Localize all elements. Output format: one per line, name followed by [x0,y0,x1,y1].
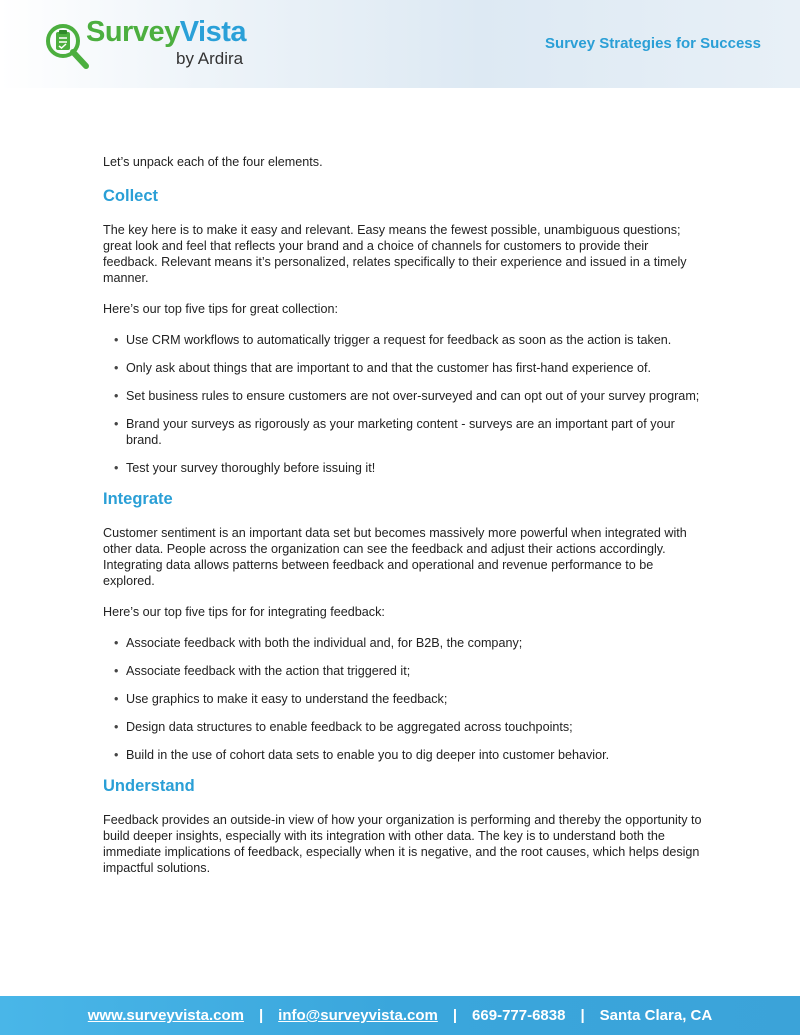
list-item [103,719,703,735]
phone-number: 669-777-6838 [472,1007,566,1024]
brand-by: by Ardira [176,49,244,68]
collect-paragraph: The key here is to make it easy and relevant. Easy means the fewest possible, unambiguous questions; great look and feel that reflects your brand and a choice of channels for customers to provide their feedback. Relevant means it’s personalized, relates specifically to their experience and issued in a timely manner. [103,223,687,285]
brand-name [86,16,246,49]
heading-understand: Understand [103,777,195,795]
list-item [103,747,703,763]
bullet-icon: • [114,389,119,403]
header-title: Survey Strategies for Success [545,35,761,52]
tip-text: Set business rules to ensure customers are not over-surveyed and can opt out of your survey program; [126,389,700,403]
footer-separator: | [580,1007,585,1024]
collect-tips-list [103,332,703,476]
bullet-icon: • [114,461,119,475]
page-footer [0,996,800,1035]
tip-text: Associate feedback with both the individual and, for B2B, the company; [126,636,523,650]
tip-text: Use graphics to make it easy to understand the feedback; [126,692,448,706]
collect-tips-intro: Here’s our top five tips for great collection: [103,302,338,316]
understand-paragraph: Feedback provides an outside-in view of how your organization is performing and thereby the opportunity to build deeper insights, especially with its integration with other data. The key is to understand both the immediate implications of feedback, especially when it is negative, and the root causes, which helps design impactful solutions. [103,813,702,875]
list-item [103,691,703,707]
list-item [103,388,703,404]
bullet-icon: • [114,720,119,734]
website-link[interactable]: www.surveyvista.com [87,1007,244,1024]
footer-separator: | [452,1007,458,1024]
bullet-icon: • [114,692,119,706]
bullet-icon: • [114,664,119,678]
bullet-icon: • [114,636,119,650]
integrate-tips-list [103,635,703,763]
heading-integrate: Integrate [103,490,173,508]
bullet-icon: • [114,748,119,762]
surveyvista-logo[interactable] [44,16,274,76]
list-item [103,635,703,651]
tip-text: Associate feedback with the action that triggered it; [126,664,411,678]
tip-text: Design data structures to enable feedback to be aggregated across touchpoints; [126,720,573,734]
integrate-tips-intro: Here’s our top five tips for for integrating feedback: [103,605,385,619]
list-item [103,460,703,476]
list-item [103,332,703,348]
heading-collect: Collect [103,187,159,205]
bullet-icon: • [114,361,119,375]
list-item [103,663,703,679]
tip-text: Use CRM workflows to automatically trigger a request for feedback as soon as the action is taken. [126,333,672,347]
integrate-paragraph: Customer sentiment is an important data set but becomes massively more powerful when integrated with other data. People across the organization can see the feedback and adjust their actions accordingly. Integrating data allows patterns between feedback and operational and revenue performance to be explored. [103,526,687,588]
email-link[interactable]: info@surveyvista.com [278,1007,438,1024]
location: Santa Clara, CA [599,1007,713,1024]
footer-separator: | [258,1007,264,1024]
bullet-icon: • [114,417,119,431]
list-item [103,360,703,376]
intro-text: Let’s unpack each of the four elements. [103,155,323,169]
brand-vista: Vista [179,16,247,48]
bullet-icon: • [114,333,119,347]
brand-survey: Survey [86,16,180,48]
tip-text: Brand your surveys as rigorously as your marketing content - surveys are an important part of your brand. [126,417,675,447]
tip-text: Build in the use of cohort data sets to enable you to dig deeper into customer behavior. [126,748,610,762]
tip-text: Test your survey thoroughly before issuing it! [126,461,376,475]
page-header [0,0,800,88]
document-body [103,154,703,891]
list-item [103,416,703,448]
tip-text: Only ask about things that are important to and that the customer has first-hand experience of. [126,361,652,375]
